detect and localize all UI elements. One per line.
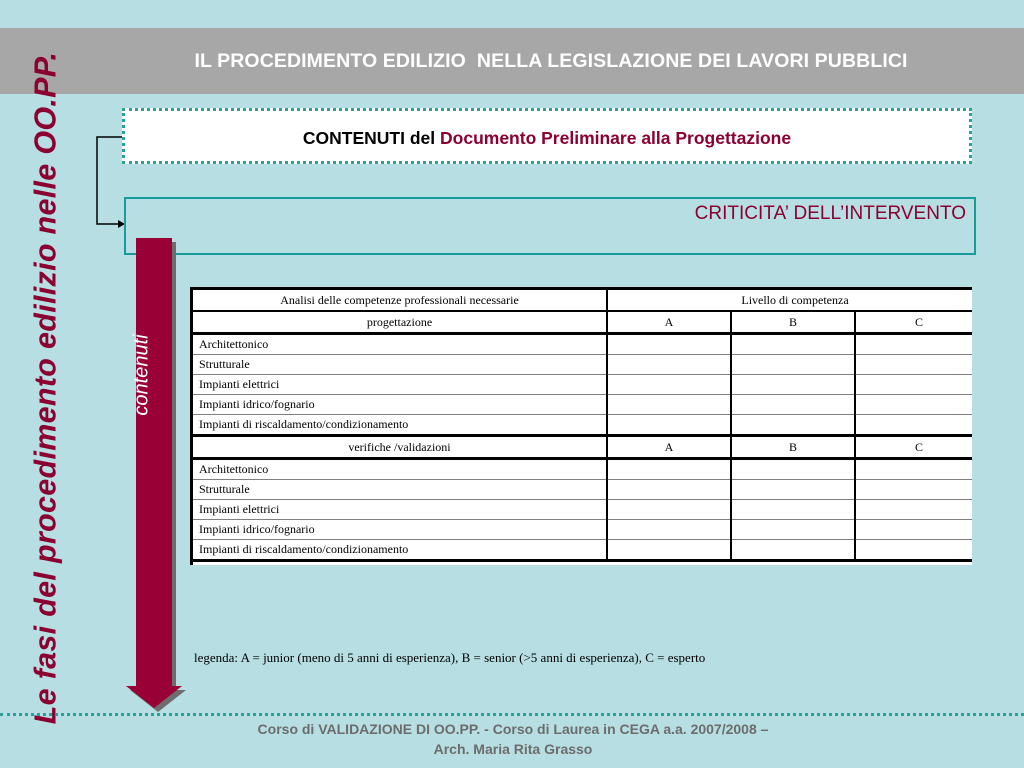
group-header-row <box>193 436 972 459</box>
level-a-cell <box>607 540 731 561</box>
footer-author-line: Arch. Maria Rita Grasso <box>433 741 593 757</box>
footer-divider <box>0 713 1024 716</box>
level-b-cell <box>731 334 855 355</box>
table-header-row <box>193 290 972 311</box>
level-b-header: B <box>731 436 855 459</box>
slide-title: IL PROCEDIMENTO EDILIZIO NELLA LEGISLAZIONE DEI LAVORI PUBBLICI <box>194 50 908 72</box>
header-competence-analysis: Analisi delle competenze professionali necessarie <box>193 290 607 311</box>
level-c-cell <box>855 480 972 500</box>
group-header-row <box>193 311 972 334</box>
level-a-cell <box>607 395 731 415</box>
table-row <box>193 375 972 395</box>
table-row <box>193 415 972 436</box>
table-row <box>193 395 972 415</box>
level-c-cell <box>855 540 972 561</box>
content-title-box <box>122 108 972 164</box>
discipline-cell: Strutturale <box>193 355 607 375</box>
table-row <box>193 355 972 375</box>
level-b-cell <box>731 395 855 415</box>
discipline-cell: Impianti idrico/fognario <box>193 395 607 415</box>
level-b-header: B <box>731 311 855 334</box>
footer-course-line: Corso di VALIDAZIONE DI OO.PP. - Corso di Laurea in CEGA a.a. 2007/2008 – <box>257 721 769 737</box>
content-title <box>125 128 969 149</box>
level-a-cell <box>607 500 731 520</box>
level-c-header: C <box>855 311 972 334</box>
level-a-cell <box>607 520 731 540</box>
table-row <box>193 334 972 355</box>
content-title-lead: CONTENUTI del <box>302 128 436 148</box>
competence-table <box>190 287 972 565</box>
discipline-cell: Architettonico <box>193 334 607 355</box>
level-a-cell <box>607 415 731 436</box>
vertical-side-title: Le fasi del procedimento edilizio nelle OO.PP. <box>28 51 63 725</box>
level-c-cell <box>855 459 972 480</box>
level-b-cell <box>731 540 855 561</box>
discipline-cell: Architettonico <box>193 459 607 480</box>
table-row <box>193 480 972 500</box>
level-a-header: A <box>607 436 731 459</box>
level-b-cell <box>731 459 855 480</box>
discipline-cell: Strutturale <box>193 480 607 500</box>
level-c-cell <box>855 355 972 375</box>
level-b-cell <box>731 415 855 436</box>
level-c-cell <box>855 520 972 540</box>
level-b-cell <box>731 375 855 395</box>
discipline-cell: Impianti idrico/fognario <box>193 520 607 540</box>
section-box <box>124 197 976 255</box>
table-row <box>193 540 972 561</box>
level-c-cell <box>855 395 972 415</box>
content-title-document: Documento Preliminare alla Progettazione <box>440 128 792 148</box>
legend: legenda: A = junior (meno di 5 anni di esperienza), B = senior (>5 anni di esperienza), C = esperto <box>194 650 706 665</box>
level-c-cell <box>855 500 972 520</box>
level-a-header: A <box>607 311 731 334</box>
level-c-header: C <box>855 436 972 459</box>
level-c-cell <box>855 415 972 436</box>
level-b-cell <box>731 480 855 500</box>
level-a-cell <box>607 480 731 500</box>
level-b-cell <box>731 520 855 540</box>
level-a-cell <box>607 355 731 375</box>
level-a-cell <box>607 334 731 355</box>
level-b-cell <box>731 500 855 520</box>
level-a-cell <box>607 459 731 480</box>
arrow-label: contenuti <box>130 334 153 416</box>
table-row <box>193 500 972 520</box>
discipline-cell: Impianti di riscaldamento/condizionamento <box>193 415 607 436</box>
content-flow-arrow <box>124 238 186 712</box>
level-c-cell <box>855 334 972 355</box>
competence-grid <box>193 290 972 562</box>
footer <box>196 719 830 759</box>
discipline-cell: Impianti elettrici <box>193 375 607 395</box>
level-a-cell <box>607 375 731 395</box>
level-c-cell <box>855 375 972 395</box>
header-competence-level: Livello di competenza <box>607 290 972 311</box>
group-label: verifiche /validazioni <box>193 436 607 459</box>
discipline-cell: Impianti elettrici <box>193 500 607 520</box>
table-row <box>193 520 972 540</box>
discipline-cell: Impianti di riscaldamento/condizionamento <box>193 540 607 561</box>
group-label: progettazione <box>193 311 607 334</box>
table-row <box>193 459 972 480</box>
section-title: CRITICITA’ DELL’INTERVENTO <box>694 203 966 224</box>
level-b-cell <box>731 355 855 375</box>
